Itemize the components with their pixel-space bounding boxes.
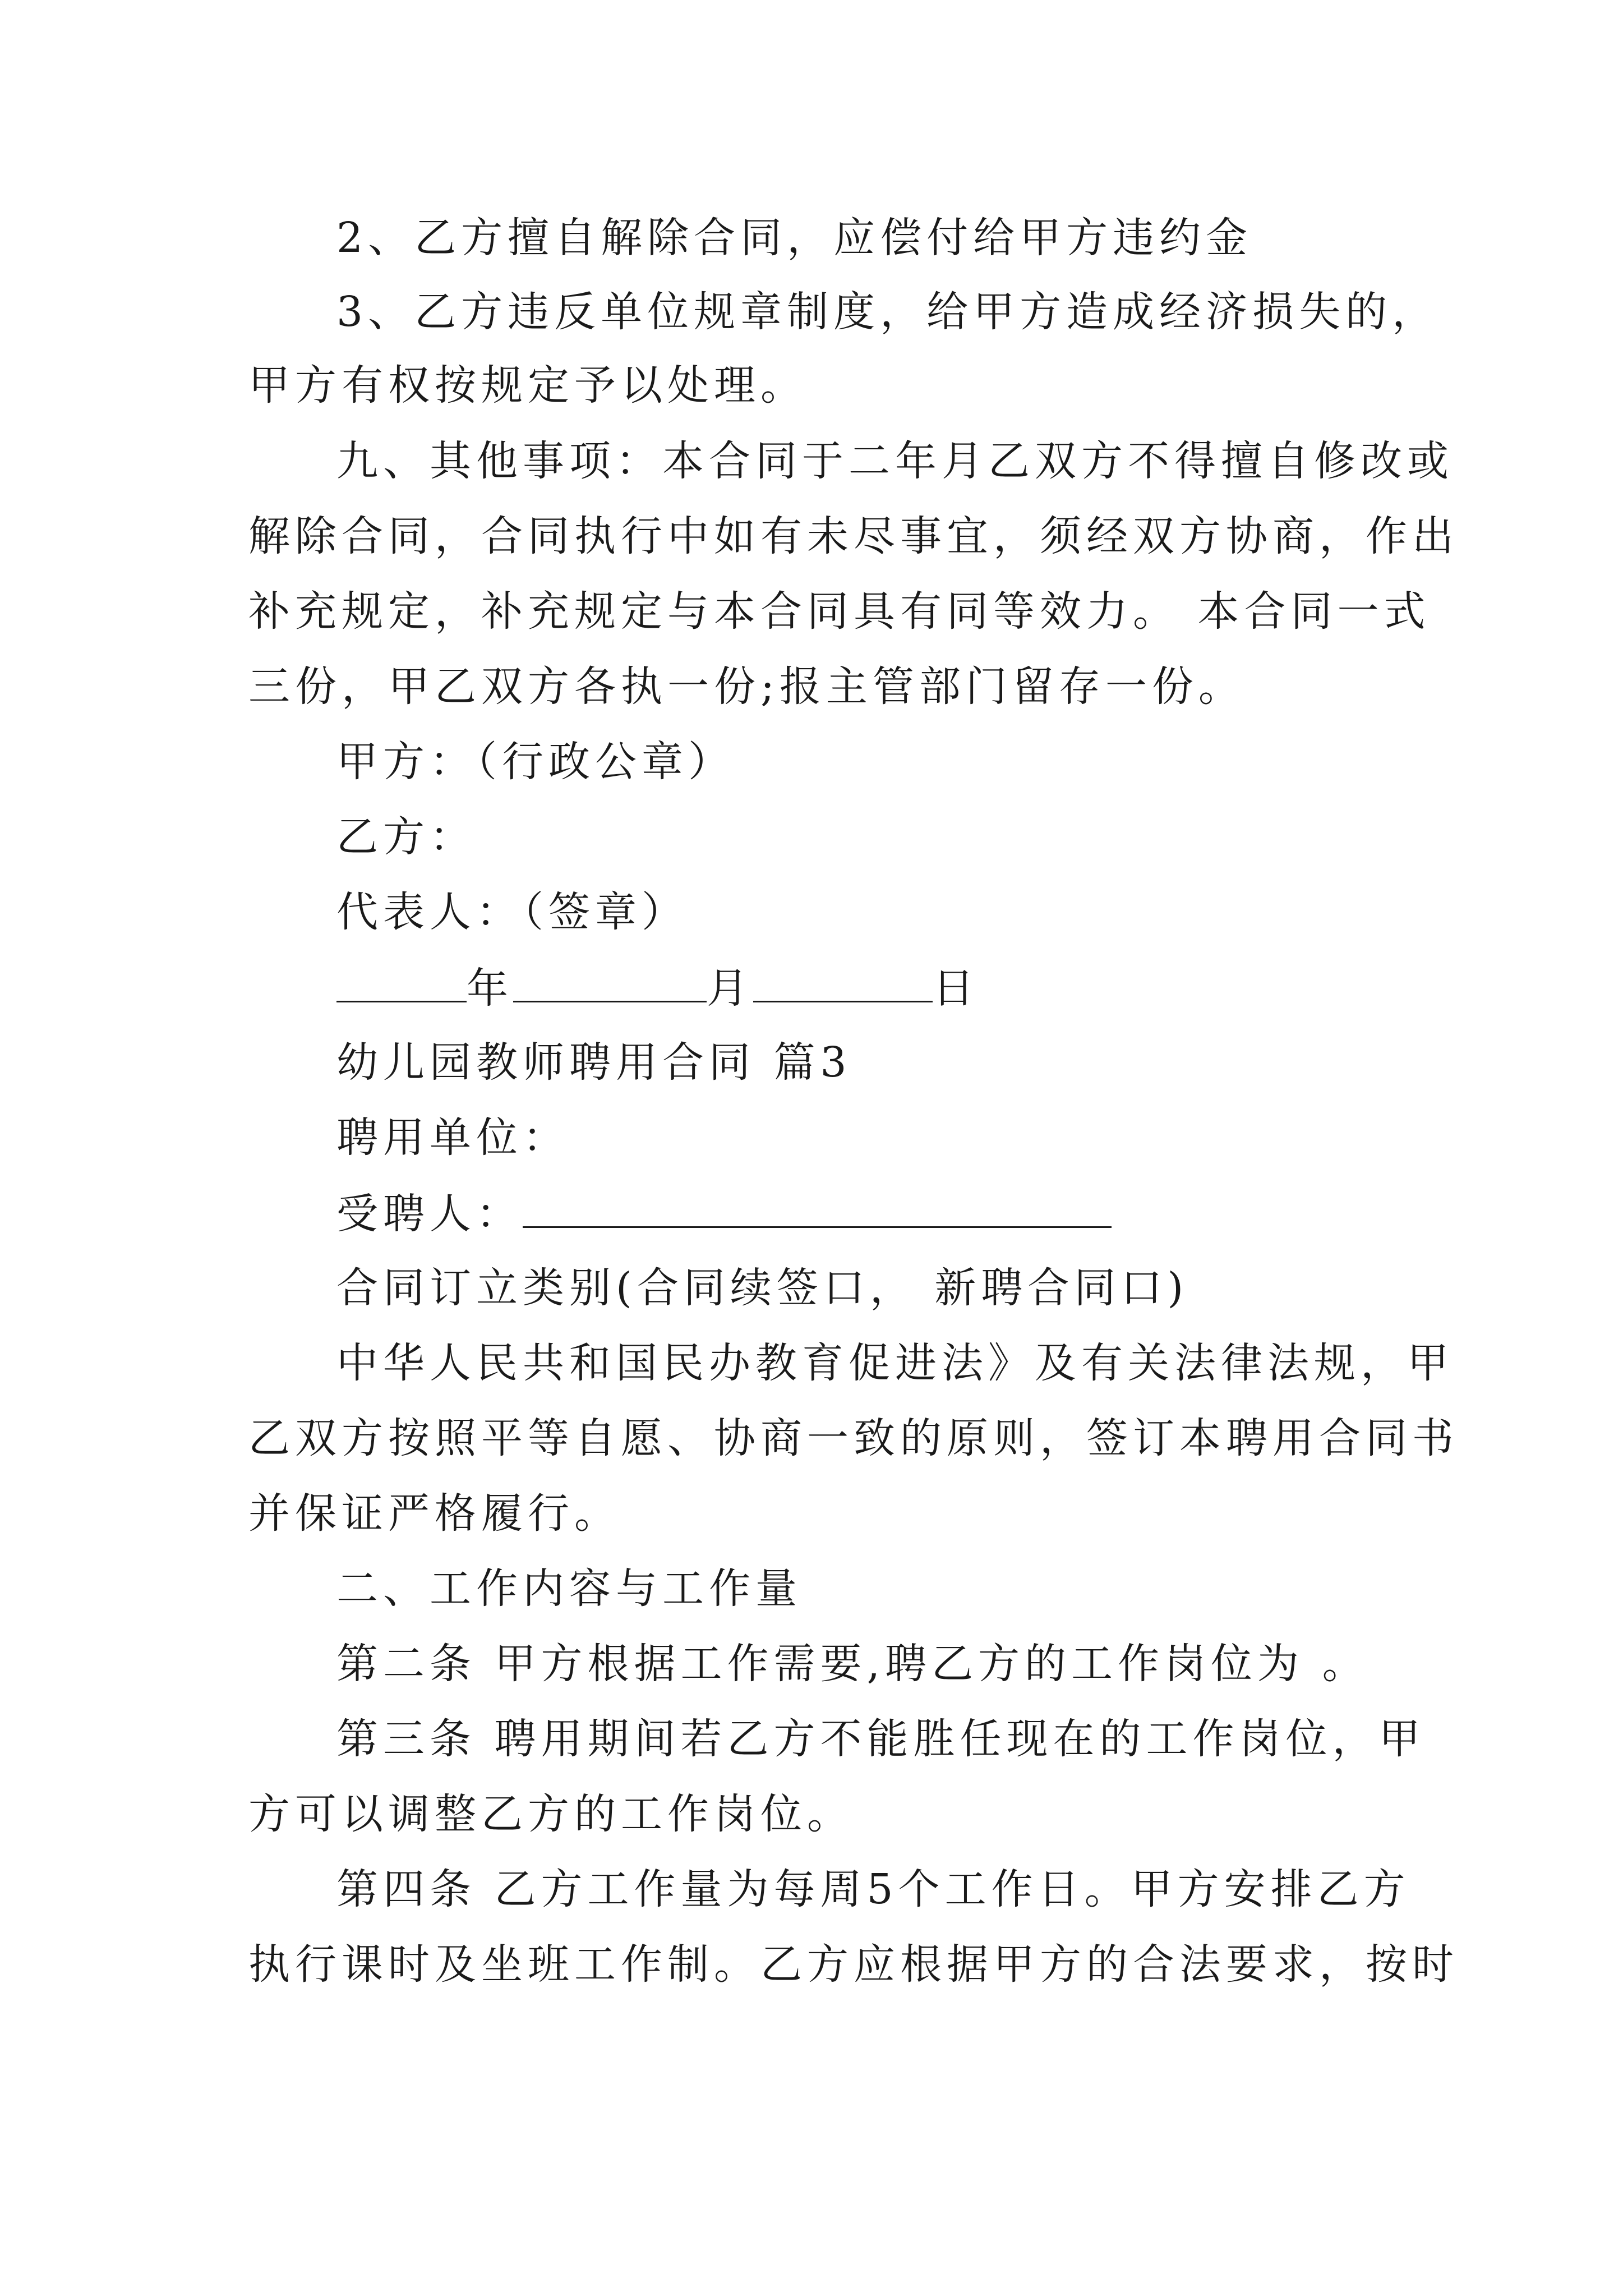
employee-blank: [523, 1187, 1112, 1228]
section-two-heading: 二、工作内容与工作量: [336, 1565, 802, 1613]
article-three-cont: 方可以调整乙方的工作岗位。: [248, 1790, 854, 1838]
contract-type: 合同订立类别(合同续签口， 新聘合同口): [336, 1264, 1189, 1312]
year-blank: [336, 961, 467, 1002]
date-month-label: 月: [707, 964, 753, 1013]
party-a-signature: 甲方：（行政公章）: [336, 738, 735, 786]
contract-title: 幼儿园教师聘用合同 篇3: [336, 1038, 852, 1087]
party-b-signature: 乙方：: [336, 813, 476, 861]
month-blank: [513, 961, 707, 1002]
section-nine-cont-2: 补充规定，补充规定与本合同具有同等效力。 本合同一式: [248, 587, 1431, 636]
article-four-cont: 执行课时及坐班工作制。乙方应根据甲方的合法要求，按时: [248, 1940, 1459, 1989]
date-year-label: 年: [467, 964, 513, 1013]
section-nine-cont-1: 解除合同，合同执行中如有未尽事宜，须经双方协商，作出: [248, 512, 1459, 560]
preamble: 中华人民共和国民办教育促进法》及有关法律法规，甲: [336, 1339, 1454, 1387]
section-nine-cont-3: 三份，甲乙双方各执一份;报主管部门留存一份。: [248, 662, 1245, 711]
representative-signature: 代表人：（签章）: [336, 888, 688, 936]
employee-line: [336, 1187, 1112, 1240]
preamble-cont-2: 并保证严格履行。: [248, 1489, 621, 1538]
employer-label: 聘用单位：: [336, 1114, 569, 1162]
section-nine: 九、其他事项：本合同于二年月乙双方不得擅自修改或: [336, 437, 1454, 485]
article-three: 第三条 聘用期间若乙方不能胜任现在的工作岗位，甲: [336, 1715, 1426, 1763]
date-day-label: 日: [933, 964, 979, 1013]
article-four: 第四条 乙方工作量为每周5个工作日。甲方安排乙方: [336, 1865, 1410, 1913]
date-line: [336, 961, 979, 1014]
clause-3-cont: 甲方有权按规定予以处理。: [248, 361, 807, 409]
clause-3: 3、乙方违反单位规章制度，给甲方造成经济损失的，: [336, 288, 1439, 336]
preamble-cont-1: 乙双方按照平等自愿、协商一致的原则，签订本聘用合同书: [248, 1414, 1459, 1462]
article-two: 第二条 甲方根据工作需要,聘乙方的工作岗位为 。: [336, 1640, 1369, 1688]
clause-2: 2、乙方擅自解除合同，应偿付给甲方违约金: [336, 214, 1253, 262]
day-blank: [753, 961, 933, 1002]
employee-label: 受聘人：: [336, 1190, 523, 1238]
